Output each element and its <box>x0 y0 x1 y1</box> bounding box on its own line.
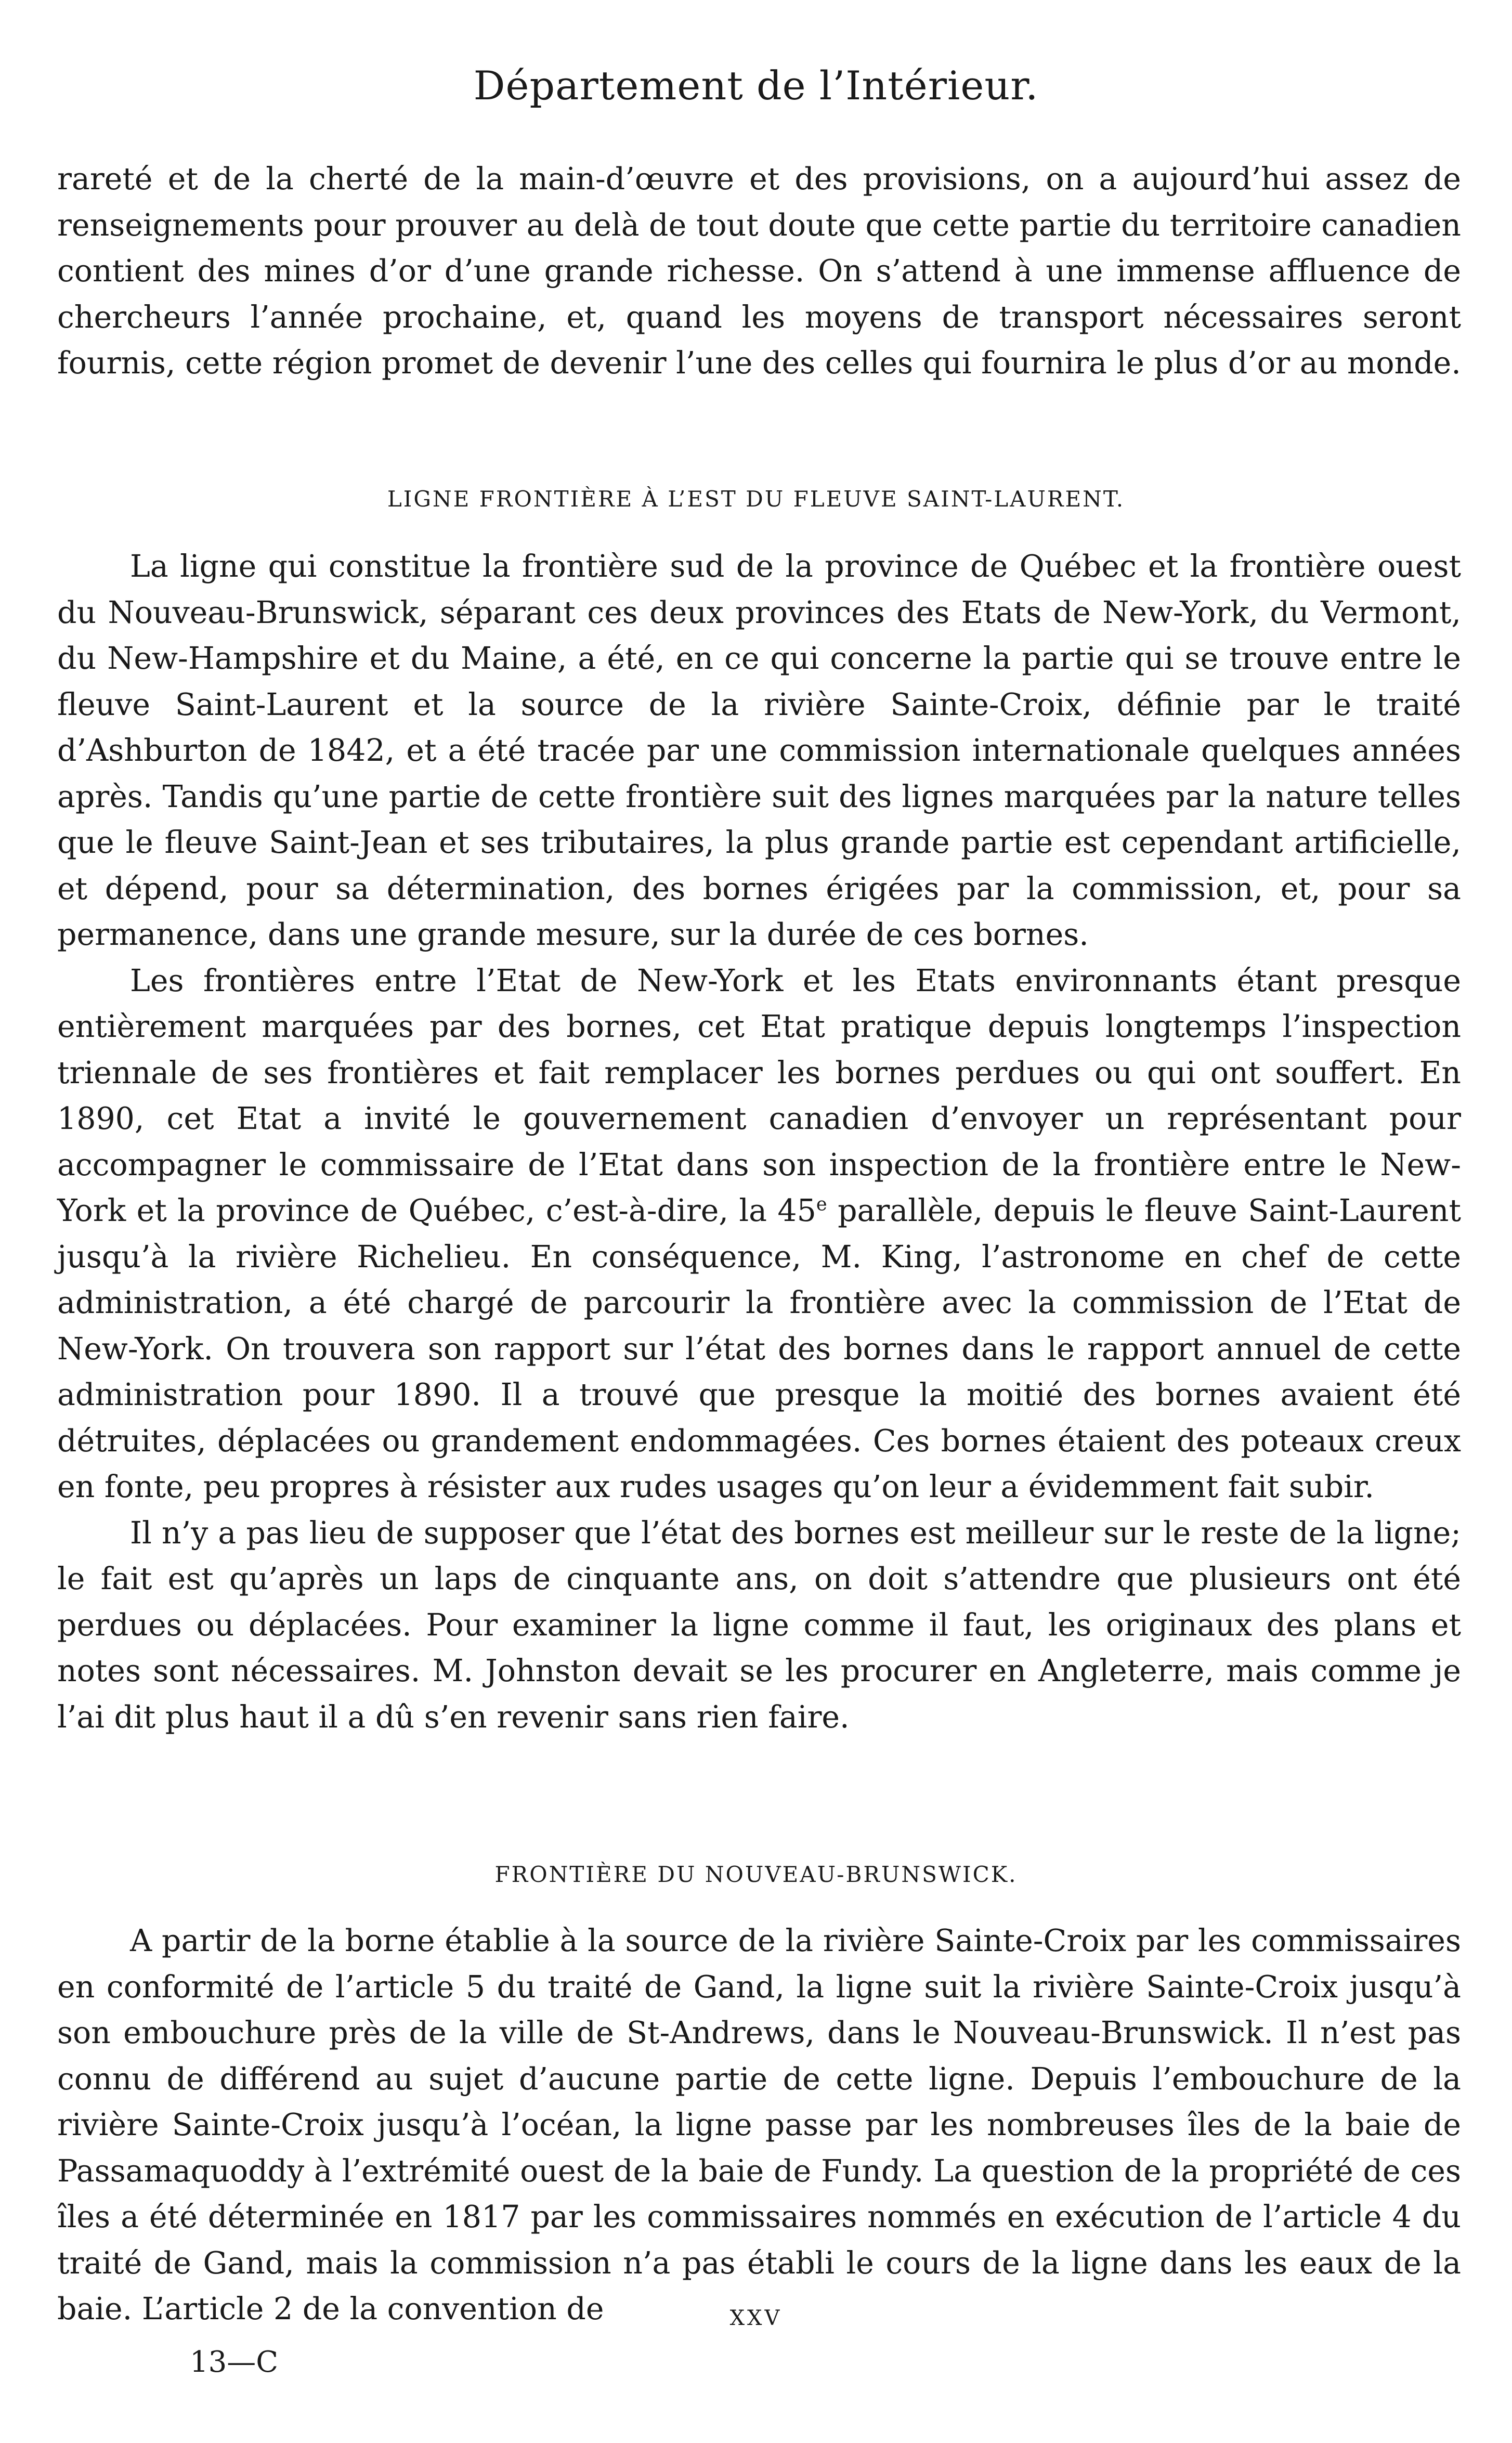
section-heading-eastern-boundary: LIGNE FRONTIÈRE À L’EST DU FLEUVE SAINT-LAURENT. <box>387 486 1125 512</box>
running-title: Département de l’Intérieur. <box>473 62 1039 109</box>
paragraph-boundary-definition: La ligne qui constitue la frontière sud de la province de Québec et la frontière ouest du Nouveau-Brunswick, séparant ces deux provinces des Etats de New-York, du Vermont, du New-Hampshire et du Maine, a été, en ce qui concerne la partie qui se trouve entre le fleuve Saint-Laurent et la source de la rivière Sainte-Croix, définie par le traité d’Ashburton de 1842, et a été tracée par une commission internationale quelques années après. Tandis qu’une partie de cette frontière suit des lignes marquées par la nature telles que le fleuve Saint-Jean et ses tributaires, la plus grande partie est cependant artificielle, et dépend, pour sa détermination, des bornes érigées par la commission, et, pour sa permanence, dans une grande mesure, sur la durée de ces bornes. <box>57 549 1461 952</box>
paragraph-new-york-inspection <box>57 958 1461 1510</box>
signature-mark: 13—C <box>190 2345 279 2379</box>
opening-paragraph-block <box>57 156 1461 386</box>
section-eastern-boundary-body <box>57 543 1461 1740</box>
paragraph-new-york-inspection-part1: Les frontières entre l’Etat de New-York et les Etats environnants étant presque entièrement marquées par des bornes, cet Etat pratique depuis longtemps l’inspection triennale de ses frontières et fait remplacer les bornes perdues ou qui ont souffert. En 1890, cet Etat a invité le gouvernement canadien d’envoyer un représentant pour accompagner le commissaire de l’Etat dans son inspection de la frontière entre le New-York et la province de Québec, c’est-à-dire, la 45 <box>57 963 1461 1228</box>
section-new-brunswick-body <box>57 1918 1461 2332</box>
section-heading-new-brunswick: FRONTIÈRE DU NOUVEAU-BRUNSWICK. <box>494 1862 1018 1887</box>
opening-paragraph: rareté et de la cherté de la main-d’œuvre et des provisions, on a aujourd’hui assez de renseignements pour prouver au delà de tout doute que cette partie du territoire canadien contient des mines d’or d’une grande richesse. On s’attend à une immense affluence de chercheurs l’année prochaine, et, quand les moyens de transport nécessaires seront fournis, cette région promet de devenir l’une des celles qui fournira le plus d’or au monde. <box>57 161 1461 381</box>
paragraph-sainte-croix: A partir de la borne établie à la source de la rivière Sainte-Croix par les commissaires en conformité de l’article 5 du traité de Gand, la ligne suit la rivière Sainte-Croix jusqu’à son embouchure près de la ville de St-Andrews, dans le Nouveau-Brunswick. Il n’est pas connu de différend au sujet d’aucune partie de cette ligne. Depuis l’embouchure de la rivière Sainte-Croix jusqu’à l’océan, la ligne passe par les nombreuses îles de la baie de Passamaquoddy à l’extrémité ouest de la baie de Fundy. La question de la propriété de ces îles a été déterminée en 1817 par les commissaires nommés en exécution de l’article 4 du traité de Gand, mais la commission n’a pas établi le cours de la ligne dans les eaux de la baie. L’article 2 de la convention de <box>57 1923 1461 2327</box>
page-folio: XXV <box>729 2306 783 2330</box>
paragraph-new-york-inspection-part2: parallèle, depuis le fleuve Saint-Laurent jusqu’à la rivière Richelieu. En conséquence, M. King, l’astronome en chef de cette administration, a été chargé de parcourir la frontière avec la commission de l’Etat de New-York. On trouvera son rapport sur l’état des bornes dans le rapport annuel de cette administration pour 1890. Il a trouvé que presque la moitié des bornes avaient été détruites, déplacées ou grandement endommagées. Ces bornes étaient des poteaux creux en fonte, peu propres à résister aux rudes usages qu’on leur a évidemment fait subir. <box>57 1193 1461 1504</box>
paragraph-line-condition: Il n’y a pas lieu de supposer que l’état des bornes est meilleur sur le reste de la ligne; le fait est qu’après un laps de cinquante ans, on doit s’attendre que plusieurs ont été perdues ou déplacées. Pour examiner la ligne comme il faut, les originaux des plans et notes sont nécessaires. M. Johnston devait se les procurer en Angleterre, mais comme je l’ai dit plus haut il a dû s’en revenir sans rien faire. <box>57 1515 1461 1735</box>
ordinal-superscript: e <box>816 1193 827 1215</box>
